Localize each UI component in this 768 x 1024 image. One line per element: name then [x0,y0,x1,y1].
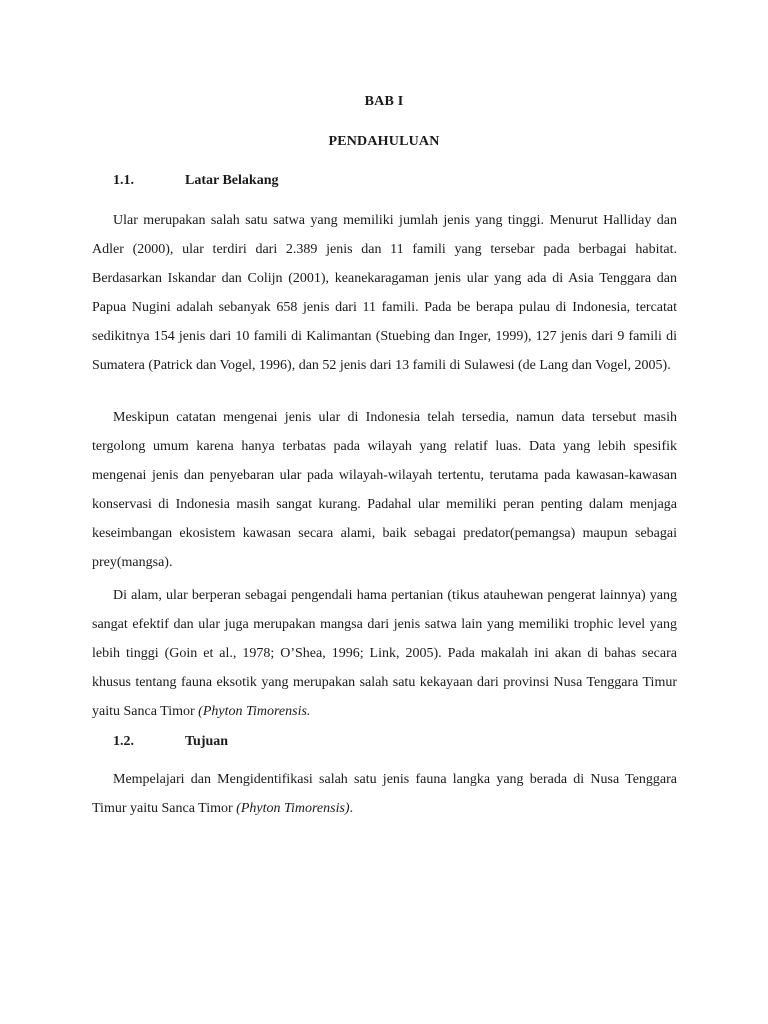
paragraph-text: Di alam, ular berperan sebagai pengendali hama pertanian (tikus atauhewan pengerat lainnya) yang sangat efektif dan ular juga merupakan mangsa dari jenis satwa lain yang memiliki trophic level yang lebih tinggi (Goin et al., 1978; O’Shea, 1996; Link, 2005). Pada makalah ini akan di bahas secara khusus tentang fauna eksotik yang merupakan salah satu kekayaan dari provinsi Nusa Tenggara Timur yaitu Sanca Timor [92,588,677,719]
species-name-italic: (Phyton Timorensis) [236,801,350,816]
paragraph [92,765,677,823]
section-title: Latar Belakang [185,173,279,188]
section-title: Tujuan [185,734,229,749]
section-heading-latar-belakang [113,173,278,189]
chapter-label: BAB I [364,94,404,109]
paragraph-tail: . [349,801,354,816]
section-number: 1.1. [113,173,134,188]
section-number: 1.2. [113,734,134,749]
paragraph: Meskipun catatan mengenai jenis ular di Indonesia telah tersedia, namun data tersebut masih tergolong umum karena hanya terbatas pada wilayah yang relatif luas. Data yang lebih spesifik mengenai jenis dan penyebaran ular pada wilayah-wilayah tertentu, terutama pada kawasan-kawasan konservasi di Indonesia masih sangat kurang. Padahal ular memiliki peran penting dalam menjaga keseimbangan ekosistem kawasan secara alami, baik sebagai predator(pemangsa) maupun sebagai prey(mangsa). [92,410,677,570]
chapter-title: PENDAHULUAN [328,134,440,149]
section-heading-tujuan [113,734,228,750]
species-name-italic: (Phyton Timorensis. [198,704,311,719]
paragraph-text: Mempelajari dan Mengidentifikasi salah satu jenis fauna langka yang berada di Nusa Tenggara Timur yaitu Sanca Timor [92,772,677,816]
paragraph [92,581,677,726]
paragraph: Ular merupakan salah satu satwa yang memiliki jumlah jenis yang tinggi. Menurut Halliday dan Adler (2000), ular terdiri dari 2.389 jenis dan 11 famili yang tersebar pada berbagai habitat. Berdasarkan Iskandar dan Colijn (2001), keanekaragaman jenis ular yang ada di Asia Tenggara dan Papua Nugini adalah sebanyak 658 jenis dari 11 famili. Pada be berapa pulau di Indonesia, tercatat sedikitnya 154 jenis dari 10 famili di Kalimantan (Stuebing dan Inger, 1999), 127 jenis dari 9 famili di Sumatera (Patrick dan Vogel, 1996), dan 52 jenis dari 13 famili di Sulawesi (de Lang dan Vogel, 2005). [92,213,677,373]
